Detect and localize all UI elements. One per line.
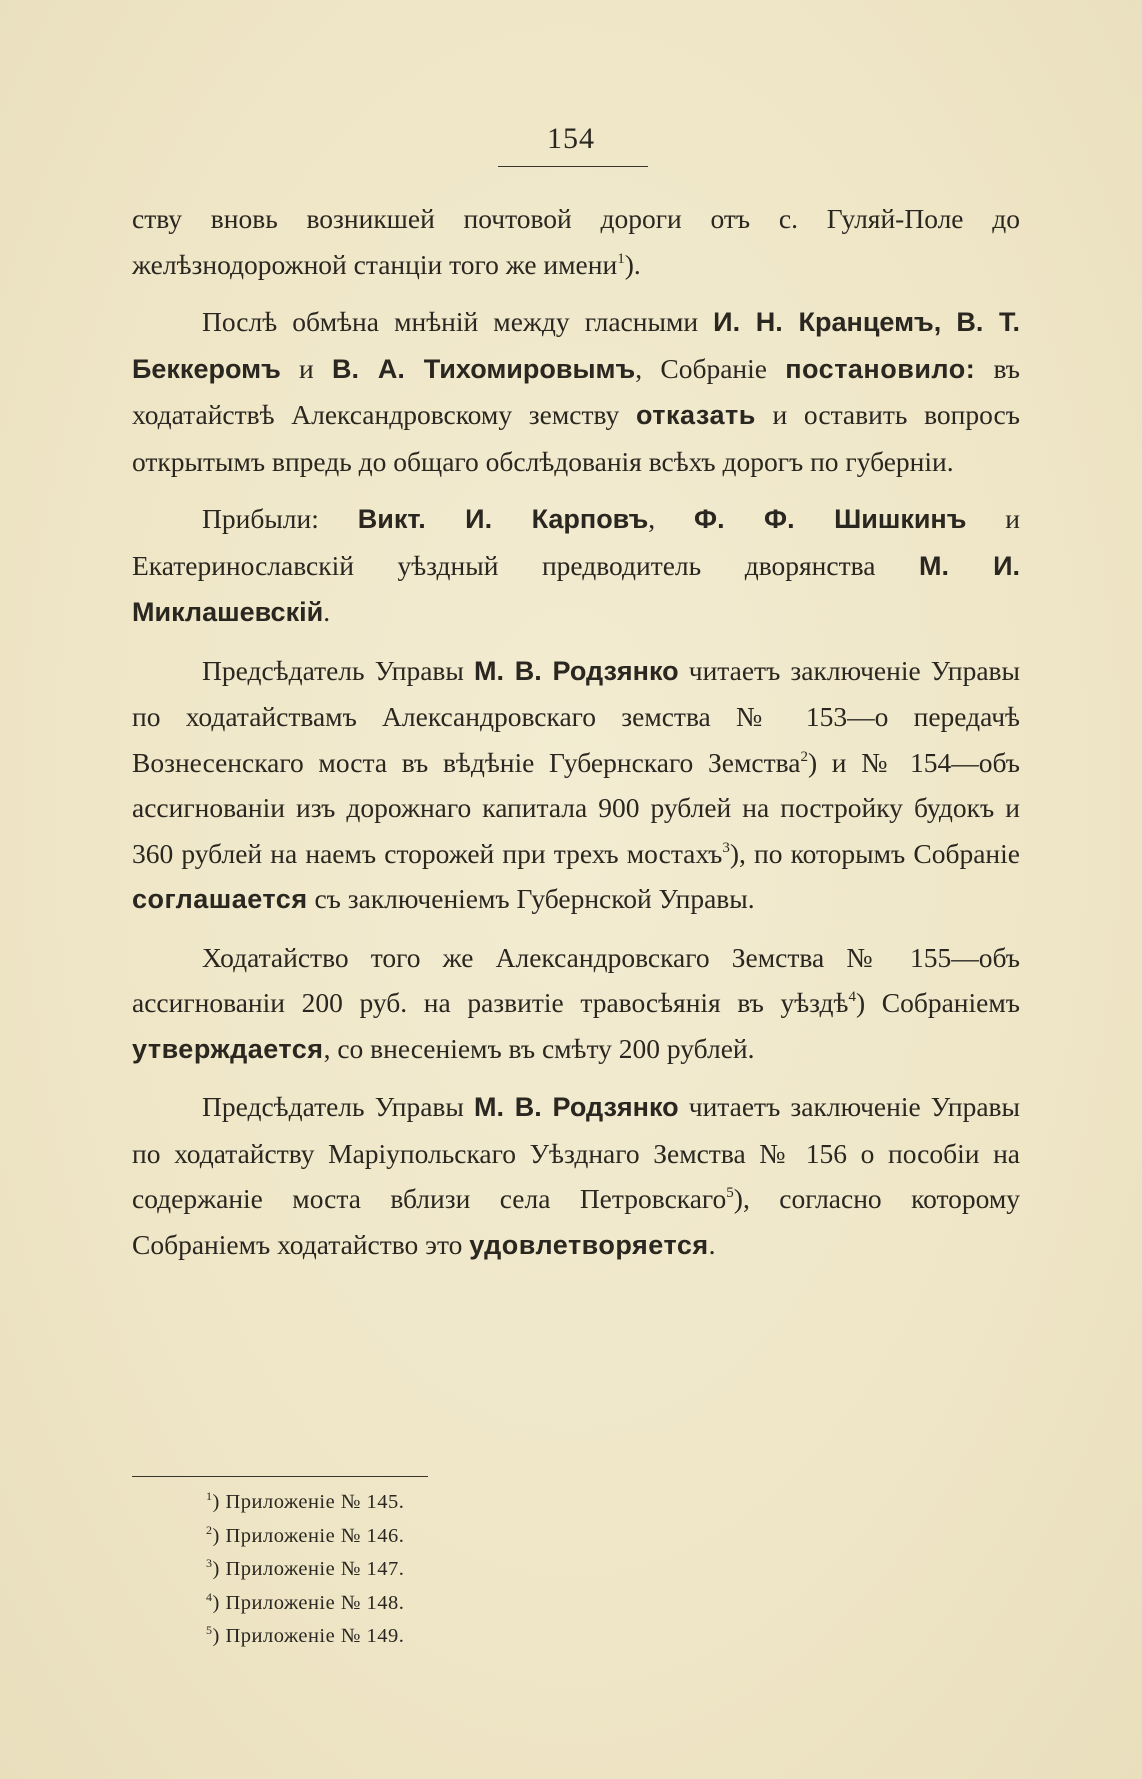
paragraph-4-text-2: читаетъ заключеніе Управы по ходатайствамъ Александровскаго земства № 153—о передачѣ Вознесенскаго моста въ вѣдѣніе Губернскаго Земства	[132, 654, 1020, 778]
paragraph-3-text-3: и Екатеринославскій уѣздный предводитель дворянства	[132, 503, 1021, 581]
footnote-mark: 2	[206, 1522, 213, 1537]
footnote-rule	[132, 1476, 428, 1477]
paragraph-1-text: ству вновь возникшей почтовой дороги отъ с. Гуляй-Поле до желѣзнодорожной станціи того же имени	[132, 203, 1020, 280]
decision-word: отказать	[635, 400, 756, 430]
paragraph-gap	[132, 1072, 1020, 1084]
decision-word: утверждается	[132, 1033, 324, 1064]
paragraph-2-text-4: въ ходатайствѣ Александровскому земству	[132, 352, 1021, 430]
paragraph-4-text-1: Предсѣдатель Управы	[202, 654, 475, 686]
decision-word: постановило:	[785, 353, 976, 384]
page-number-rule	[498, 166, 648, 167]
paragraph-4-text-3: ) и № 154—объ ассигнованіи изъ дорожнаго капитала 900 рублей на постройку будокъ и 360 рублей на наемъ сторожей при трехъ мостахъ	[132, 746, 1021, 869]
footnote-text: ) Приложеніе № 146.	[212, 1524, 405, 1547]
footnote-4	[206, 1587, 404, 1621]
paragraph-5-text-2: ) Собраніемъ	[855, 987, 1020, 1018]
footnote-3	[206, 1553, 404, 1587]
paragraph-gap	[132, 287, 1020, 299]
paragraph-6	[132, 1084, 1020, 1268]
decision-word: удовлетворяется	[469, 1229, 709, 1260]
member-name: М. В. Родзянко	[474, 655, 679, 686]
paragraph-gap	[132, 923, 1020, 935]
member-name: И. Н. Кранцемъ,	[713, 307, 942, 337]
footnote-ref-1: 1	[617, 250, 625, 267]
paragraph-3-text-1: Прибыли:	[202, 503, 358, 534]
body-text	[132, 196, 1020, 1268]
paragraph-5-text-3: , со внесеніемъ въ смѣту 200 рублей.	[323, 1032, 755, 1064]
paragraph-3-text-2: ,	[648, 503, 695, 534]
footnote-text: ) Приложеніе № 145.	[212, 1491, 405, 1513]
member-name: М. В. Родзянко	[474, 1092, 679, 1122]
paragraph-6-text-4: .	[708, 1228, 716, 1260]
paragraph-4-text-4: ), по которымъ Собраніе	[729, 837, 1020, 869]
page-number: 154	[547, 122, 595, 155]
member-name: В. А. Тихомировымъ	[332, 353, 636, 384]
paragraph-2	[132, 299, 1020, 484]
footnote-ref-2: 2	[800, 748, 808, 765]
member-name: Ф. Ф. Шишкинъ	[694, 504, 967, 534]
member-name: М. И. Миклашевскій	[132, 550, 1020, 627]
paragraph-2-text-5: и оставить вопросъ открытымъ впредь до общаго обслѣдованія всѣхъ дорогъ по губерніи.	[132, 399, 1020, 477]
footnotes	[206, 1486, 404, 1654]
member-name: В. Т. Беккеромъ	[132, 307, 1020, 384]
paragraph-5-text-1: Ходатайство того же Александровскаго Земства № 155—объ ассигнованіи 200 руб. на развитіе травосѣянія въ уѣздѣ	[132, 941, 1020, 1018]
member-name: Викт. И. Карповъ	[357, 504, 649, 534]
paragraph-6-text-1: Предсѣдатель Управы	[202, 1091, 475, 1122]
footnote-text: ) Приложеніе № 147.	[212, 1558, 405, 1580]
footnote-ref-5: 5	[726, 1185, 734, 1201]
paragraph-4	[132, 648, 1020, 923]
paragraph-4-text-5: съ заключеніемъ Губернской Управы.	[307, 883, 755, 914]
paragraph-6-text-2: читаетъ заключеніе Управы по ходатайству Маріупольскаго Уѣзднаго Земства № 156 о пособіи на содержаніе моста вблизи села Петровскаго	[132, 1091, 1020, 1214]
footnote-5	[206, 1620, 404, 1654]
footnote-text: ) Приложеніе № 149.	[212, 1625, 405, 1647]
paragraph-2-text-1: Послѣ обмѣна мнѣній между гласными	[202, 306, 714, 337]
footnote-mark: 1	[206, 1489, 213, 1503]
paragraph-gap	[132, 636, 1020, 648]
paragraph-5	[132, 935, 1020, 1073]
paragraph-gap	[132, 484, 1020, 496]
footnote-ref-3: 3	[722, 839, 730, 856]
footnote-mark: 4	[206, 1589, 213, 1604]
paragraph-3-text-4: .	[323, 596, 331, 627]
paragraph-1	[132, 196, 1020, 287]
paragraph-2-text-3: , Собраніе	[635, 352, 786, 384]
paragraph-3	[132, 496, 1020, 636]
footnote-2	[206, 1520, 404, 1554]
decision-word: соглашается	[132, 884, 308, 914]
footnote-text: ) Приложеніе № 148.	[212, 1591, 405, 1614]
footnote-1	[206, 1486, 404, 1520]
footnote-ref-4: 4	[848, 989, 856, 1005]
footnote-mark: 3	[206, 1556, 213, 1570]
paragraph-1-end: ).	[624, 248, 641, 280]
paragraph-2-text-2: и	[280, 352, 333, 384]
footnote-mark: 5	[206, 1623, 213, 1637]
paragraph-6-text-3: ), согласно которому Собраніемъ ходатайство это	[132, 1183, 1020, 1260]
